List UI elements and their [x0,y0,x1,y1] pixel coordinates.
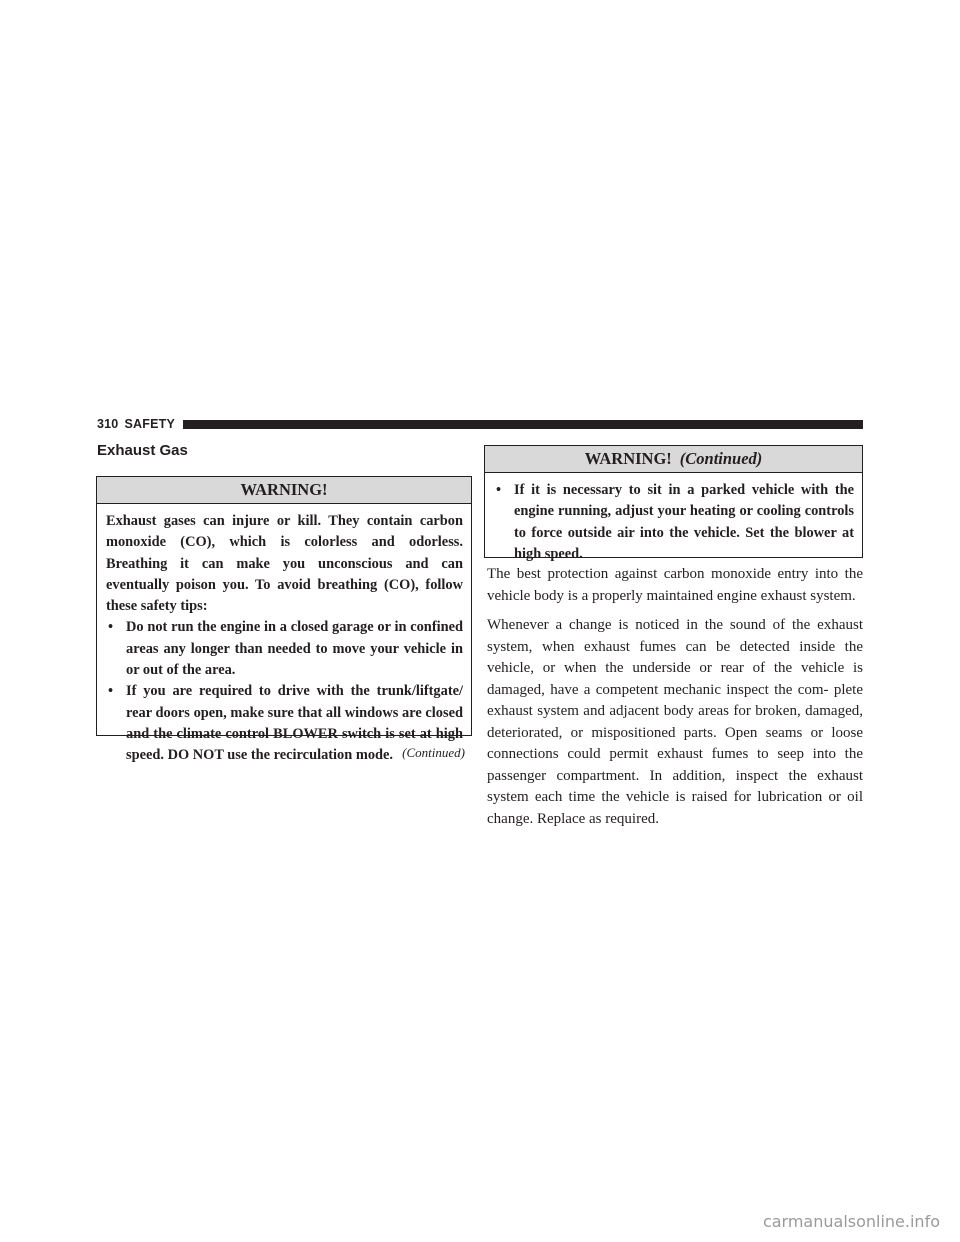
warning-continued-label: (Continued) [679,449,763,468]
section-name: SAFETY [124,417,175,431]
warning-body [485,473,862,571]
watermark: carmanualsonline.info [762,1212,940,1231]
body-paragraph: Whenever a change is noticed in the sound of the exhaust system, when exhaust fumes can be detected inside the vehicle, or when the underside or rear of the vehicle is damaged, have a competent mechanic inspect the com- plete exhaust system and adjacent body areas for broken, damaged, deteriorated, or mispositioned parts. Open seams or loose connections could permit exhaust fumes to seep into the passenger compartment. In addition, inspect the exhaust system each time the vehicle is raised for lubrication or oil change. Replace as required. [487,617,863,827]
warning-body [97,504,471,773]
warning-bullet [494,480,854,565]
bullet-dot: • [496,482,502,498]
bullet-text: If you are required to drive with the trunk/liftgate/ rear doors open, make sure that all windows are closed and the climate control BLOWER switch is set at high speed. DO NOT use the recirculation mode. [126,683,463,764]
warning-box-continued [484,445,863,562]
warning-title: WARNING! [240,480,328,499]
bullet-dot: • [108,619,114,636]
warning-title: WARNING! [584,449,672,468]
warning-bullet [106,617,463,681]
page-header [97,416,863,432]
warning-header [485,446,862,473]
bullet-text: If it is necessary to sit in a parked vehicle with the engine running, adjust your heating or cooling controls to force outside air into the vehicle. Set the blower at high speed. [514,482,854,562]
warning-intro: Exhaust gases can injure or kill. They contain carbon monoxide (CO), which is colorless and odorless. Breathing it can make you unconscious and can eventually poison you. To avoid breathing (CO), follow these safety tips: [106,513,463,615]
bullet-dot: • [108,683,114,700]
bullet-text: Do not run the engine in a closed garage or in confined areas any longer than needed to move your vehicle in or out of the area. [126,619,463,679]
page-number: 310 [97,417,119,431]
continued-label: (Continued) [402,745,465,760]
body-text [487,564,863,838]
warning-header [97,477,471,504]
header-rule [183,420,863,429]
section-title: Exhaust Gas [97,442,188,459]
body-paragraph: The best protection against carbon monoxide entry into the vehicle body is a properly maintained engine exhaust system. [487,566,863,604]
